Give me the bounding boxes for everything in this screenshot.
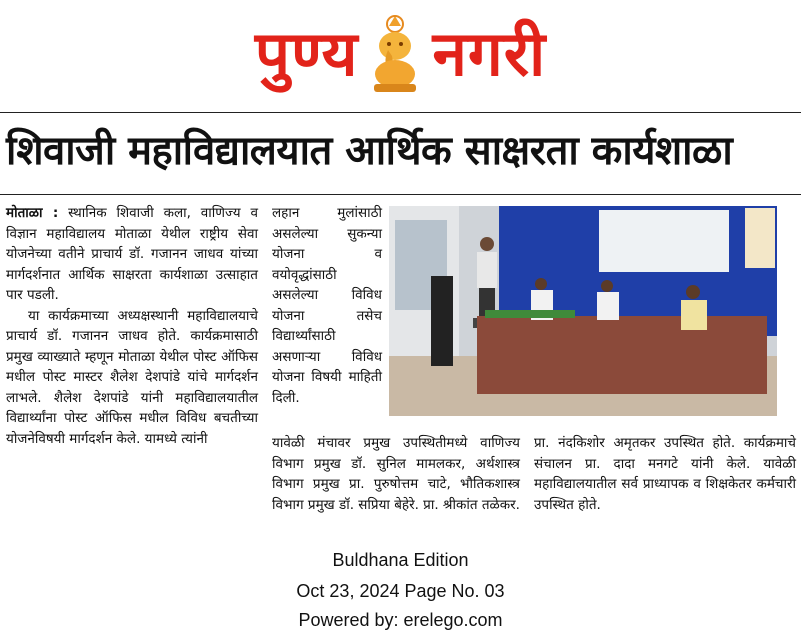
article-paragraph-1-text: स्थानिक शिवाजी कला, वाणिज्य व विज्ञान महाविद्यालय मोताळा येथील राष्ट्रीय सेवा योजनेच्या वतीने प्राचार्य डॉ. गजानन जाधव यांच्या मार्गदर्शनात आर्थिक साक्षरता कार्यशाळा उत्साहात पार पडली. — [6, 205, 259, 303]
article-column-2-bottom — [272, 433, 520, 515]
masthead-right-word: नगरी — [432, 17, 547, 90]
footer-edition: Buldhana Edition — [332, 550, 469, 570]
article-paragraph-4: यावेळी मंचावर प्रमुख उपस्थितीमध्ये वाणिज्य विभाग प्रमुख डॉ. सुनिल मामलकर, अर्थशास्त्र विभाग प्रमुख प्रा. पुरुषोत्तम चाटे, भौतिकशास्त्र विभाग प्रमुख डॉ. सप्रिया बेहेरे. प्रा. श्रीकांत तळेकर. — [272, 435, 520, 513]
article-column-2-top — [272, 203, 382, 408]
ganesha-logo-icon — [366, 14, 424, 94]
article-paragraph-5: प्रा. नंदकिशोर अमृतकर उपस्थित होते. कार्यक्रमाचे संचालन प्रा. दादा मनगटे यांनी केले. यावेळी महाविद्यालयातील सर्व प्राध्यापक व शिक्षकेतर कर्मचारी उपस्थित होते. — [534, 435, 796, 513]
footer-date-page: Oct 23, 2024 Page No. 03 — [296, 581, 505, 601]
article-dateline: मोताळा : — [6, 205, 59, 221]
masthead — [0, 0, 801, 108]
article-paragraph-1 — [6, 203, 258, 306]
article-paragraph-2: या कार्यक्रमाच्या अध्यक्षस्थानी महाविद्यालयाचे प्राचार्य डॉ. गजानन जाधव होते. कार्यक्रमासाठी प्रमुख व्याख्याते म्हणून मोताळा येथील पोस्ट ऑफिस मधील पोस्ट मास्टर शैलेश देशपांडे यांचे मार्गदर्शन लाभले. शैलेश देशपांडे यांनी महाविद्यालयातील विद्यार्थ्यांना पोस्ट ऑफिस मधील विविध बचतीच्या योजनेविषयी मार्गदर्शन केले. यामध्ये त्यांनी — [6, 307, 258, 447]
footer-powered-by: Powered by: erelego.com — [298, 610, 503, 630]
article-column-1 — [6, 203, 258, 449]
article-paragraph-3: लहान मुलांसाठी असलेल्या सुकन्या योजना व वयोवृद्धांसाठी असलेल्या विविध योजना तसेच विद्यार्थ्यांसाठी असणाऱ्या विविध योजना विषयी माहिती दिली. — [272, 205, 382, 406]
article-column-3 — [534, 433, 796, 515]
masthead-rule — [0, 112, 801, 113]
event-photo — [389, 206, 777, 416]
article-headline: शिवाजी महाविद्यालयात आर्थिक साक्षरता कार्यशाळा — [6, 128, 733, 174]
masthead-left-word: पुण्य — [254, 17, 359, 90]
headline-rule — [0, 194, 801, 195]
event-photo-image — [389, 206, 777, 416]
